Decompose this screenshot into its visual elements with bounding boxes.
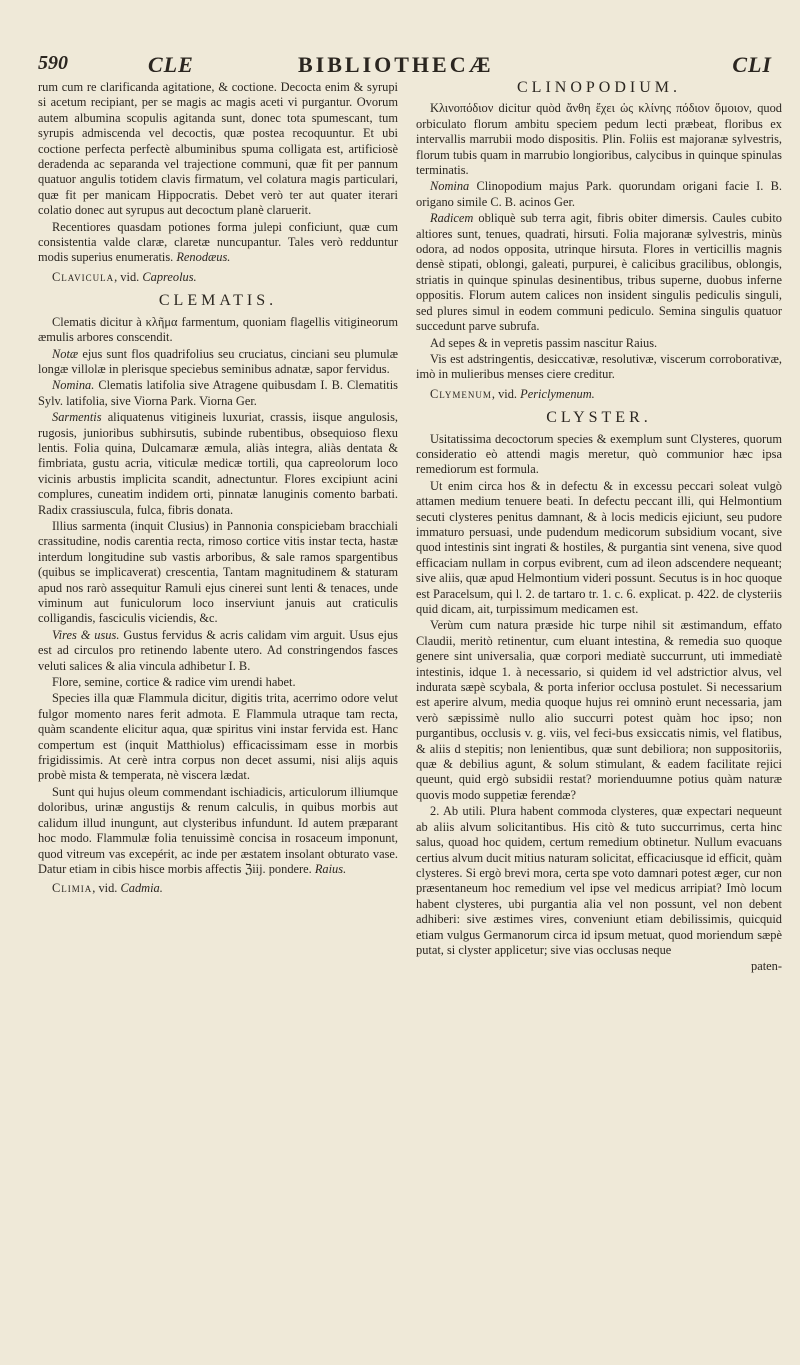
paragraph: Vis est adstringentis, desiccativæ, resolutivæ, viscerum corroborativæ, imò in mulieribus menses ciere creditur. bbox=[416, 351, 782, 382]
paragraph: Notæ ejus sunt flos quadrifolius seu cruciatus, cinciani seu plumulæ longæ villolæ in plerisque speciebus seminibus adnatæ, sapor fervidus. bbox=[38, 346, 398, 376]
paragraph: Illius sarmenta (inquit Clusius) in Pannonia conspiciebam bracchiali crassitudine, nodis carentia recta, rimoso cortice vitis instar tecta, hastæ interdum longitudine sub vastis arboribus, & sale ramos spargentibus (quibus se implicaverat) crescentia, Tantam magnitudinem & staturam apud nos rarò assequitur Ramuli ejus cinerei sunt lenti & tenaces, unde viminum aut funiculorum loco inserviunt januis aut craticulis colligandis, fasciculis viciendis, &c. bbox=[38, 518, 398, 626]
entry-title: CLYSTER. bbox=[546, 409, 652, 427]
paragraph: Ut enim circa hos & in defectu & in excessu peccari soleat vulgò attamen medium tenuere beati. In defectu peccant illi, qui Helmontium secuti clysteres penitus damnant, & à locis medicis ejiciunt, seu pudore immaturo persuasi, unde pudendum medicorum subsidium vocant, sive quod intestinis sint ingrati & hostiles, & purgantia sint venena, sive quod efficaciam nullam in corpus evibrent, cum ad ileon adscendere nequeant; sive aliis, quæ apud Helmontium videri possunt. Secutus is in hoc quoque est Paracelsum, qui l. 2. de tartaro tr. 1. c. 6. explicat. p. 422. de clysteriis quid dicam, ait, turpissimum medicamen est. bbox=[416, 478, 782, 616]
paragraph: Radicem obliquè sub terra agit, fibris obiter dimersis. Caules cubito altiores sunt, tenues, quadrati, hirsuti. Folia majoranæ sylvestris, minùs odora, ad nodos opposita, utrinque hirsuta. Flores in verticillis magnis densè stipati, oblongi, galeati, purpurei, è calicibus gracilibus, oblongis, striatis in quinque spinulas desinentibus, tribus superne, duobus inferne oppositis. Florum autem calices non insident singulis pediculis singuli, sed plures simul in eodem communi pediculo. Semina singulis quatuor succedunt parve subrufa. bbox=[416, 211, 782, 334]
running-header bbox=[38, 52, 772, 82]
entry-title: CLEMATIS. bbox=[158, 292, 278, 310]
paragraph: Species illa quæ Flammula dicitur, digitis trita, acerrimo odore velut fulgor momento nares ferit admota. E Flammula utraque tam recta, quàm scandente elicitur aqua, quæ spiritus vini instar fervida est. Hanc compertum est (inquit Matthiolus) efficacissimam esse in morbis frigidissimis. At cerè intra corpus non decet assumi, nisi alijs aquis probè mista & temperata, nè viscera lædat. bbox=[38, 691, 398, 783]
running-head-left: CLE bbox=[148, 52, 194, 77]
cross-reference: Clavicula, vid. Capreolus. bbox=[52, 269, 197, 284]
paragraph: Κλινοπόδιον dicitur quòd ἄνθη ἔχει ὡς κλίνης πόδιον ὅμοιον, quod orbiculato florum ambitu speciem pedum lecti præbeat, floribus ex intervallis marrubii modo dispositis. Plin. Foliis est majoranæ sylvestris, florum tubis quam in marrubio longioribus, calycibus in quinque spinulas terminatis. bbox=[416, 101, 782, 178]
page-number: 590 bbox=[38, 52, 68, 74]
paragraph: Clematis dicitur à κλῆμα farmentum, quoniam flagellis vitigineorum æmulis arbores conscendit. bbox=[38, 314, 398, 345]
author-citation: Renodæus. bbox=[176, 250, 231, 265]
right-column bbox=[416, 80, 782, 975]
cross-reference: Clymenum, vid. Periclymenum. bbox=[430, 386, 595, 401]
paragraph: Recentiores quasdam potiones forma julepi conficiunt, quæ cum consistentia valde claræ, claretæ nuncupantur. Tales verò redduntur modis superius enumeratis. Renodæus. bbox=[38, 219, 398, 265]
running-head-right: CLI bbox=[732, 52, 772, 77]
catchword: paten- bbox=[751, 959, 782, 974]
paragraph: rum cum re clarificanda agitatione, & coctione. Decocta enim & syrupi si acetum recipiant, per se magis ac magis aceti vi purgantur. Ovorum autem albumina scopulis agitanda sunt, donec tota spumescant, tum syrupis admiscenda vel decoctis, quæ postea recoquuntur. Et ubi coctione perfecta perfectè albuminibus spuma colligata est, artificiosè deradenda ac separanda vel trajectione communi, quæ fit per pannum quatuor angulis totidem clavis firmatum, vel colatura magis particulari, quæ fit per manicam Hippocratis. Debet verò ter aut quater iterari colatio donec aut syrupus aut decoctum planè claruerit. bbox=[38, 80, 398, 218]
paragraph: Usitatissima decoctorum species & exemplum sunt Clysteres, quorum consideratio eò attendi magis meretur, quò communior hæc ipsa remediorum est formula. bbox=[416, 431, 782, 477]
paragraph: Sunt qui hujus oleum commendant ischiadicis, articulorum illiumque doloribus, urinæ angustijs & renum calculis, in quibus morbis aut calidum illud inungunt, aut clysteribus infundunt. Id autem præparant hoc modo. Flammulæ folia tenuissimè concisa in rosaceum imponunt, quod vitreum vas excepérit, ac inde per æstatem insolant obturato vase. Datur etiam in cibis hisce morbis affectis ℨiij. pondere. Raius. bbox=[38, 784, 398, 876]
running-head-center: BIBLIOTHECÆ bbox=[298, 52, 494, 77]
paragraph: Sarmentis aliquatenus vitigineis luxuriat, crassis, iisque angulosis, rugosis, junioribus subhirsutis, subinde rubentibus, obsequioso flexu lentis. Folia quina, Dulcamaræ æmula, aliàs integra, aliàs dentata & fimbriata, gustu acria, viticulæ medicæ tortili, qua capreolorum loco vicinis arbustis implicita scandit, adnectuntur. Flores excipiunt acini complures, cuneatim indidem orti, pinnatæ lanuginis comento barbati. Radix crassiuscula, fulca, fibris donata. bbox=[38, 410, 398, 517]
entry-title: CLINOPODIUM. bbox=[517, 79, 681, 96]
left-column bbox=[38, 80, 398, 901]
paragraph: Flore, semine, cortice & radice vim urendi habet. bbox=[52, 675, 296, 690]
cross-reference: Climia, vid. Cadmia. bbox=[52, 881, 163, 896]
paragraph: Verùm cum natura præside hic turpe nihil sit æstimandum, effato Claudii, meritò retinentur, cum eluant intestina, & remedia suo quoque genere sint universalia, quæ corpori mediatè succurrunt, uti immediatè intestinis, idque 1. à necessario, si quidem id vel adstrictior alvus, vel indurata sæpè scybala, & porta inferior occlusa postulet. Si necessarium est aperire alvum, media quoque hujus rei omninò erunt necessaria, jam verò sæpissimè nullo alio succurri potest quàm hoc ipso; non purgantibus, occlusis v. g. viis, vel feci-bus exsiccatis nimis, vel flatibus, & aliis d stepitis; non lenientibus, quæ sunt debiliora; non suppositoriis, quæ & debilius agunt, & solum stimulant, & eadem facilitate rejici queunt, quid ergò subsidii restat? morienduumne potius quàm naturæ quovis modo suppetiæ ferendæ? bbox=[416, 618, 782, 802]
paragraph: Vires & usus. Gustus fervidus & acris calidam vim arguit. Usus ejus est ad circulos pro retinendo labente utero. Ad constringendos fasces veluti salices & alia vincula adhibetur I. B. bbox=[38, 627, 398, 673]
paragraph: Nomina Clinopodium majus Park. quorundam origani facie I. B. origano simile C. B. acinos Ger. bbox=[416, 179, 782, 209]
author-citation: Raius. bbox=[314, 861, 347, 876]
paragraph: Ad sepes & in vepretis passim nascitur Raius. bbox=[430, 335, 658, 350]
paragraph: 2. Ab utili. Plura habent commoda clysteres, quæ expectari nequeunt ab aliis alvum solicitantibus. His citò & tuto succurrimus, certa hinc salus, quoad hoc quidem, certum remedium obtinetur. Nullum evacuans certius alvum ducit mitius naturam solicitat, efficaciusque id efficit, quàm clysteres. Si ergò brevi mora, certa spe voto damnari potest æger, cur non præsentaneum hoc remedium vel ipse vel medicus arripiat? Imò locum habent clysteres, ubi purgantia alia vel non possunt, vel non debent adhiberi: sive æstimes vires, conveniunt etiam debilissimis, quicquid etiam vulgus Germanorum circa id ipsum metuat, quod moriendum sæpè putat, si clyster applicetur; sive vias occlusas neque bbox=[416, 804, 782, 957]
paragraph: Nomina. Clematis latifolia sive Atragene quibusdam I. B. Clematitis Sylv. latifolia, sive Viorna Park. Viorna Ger. bbox=[38, 378, 398, 408]
